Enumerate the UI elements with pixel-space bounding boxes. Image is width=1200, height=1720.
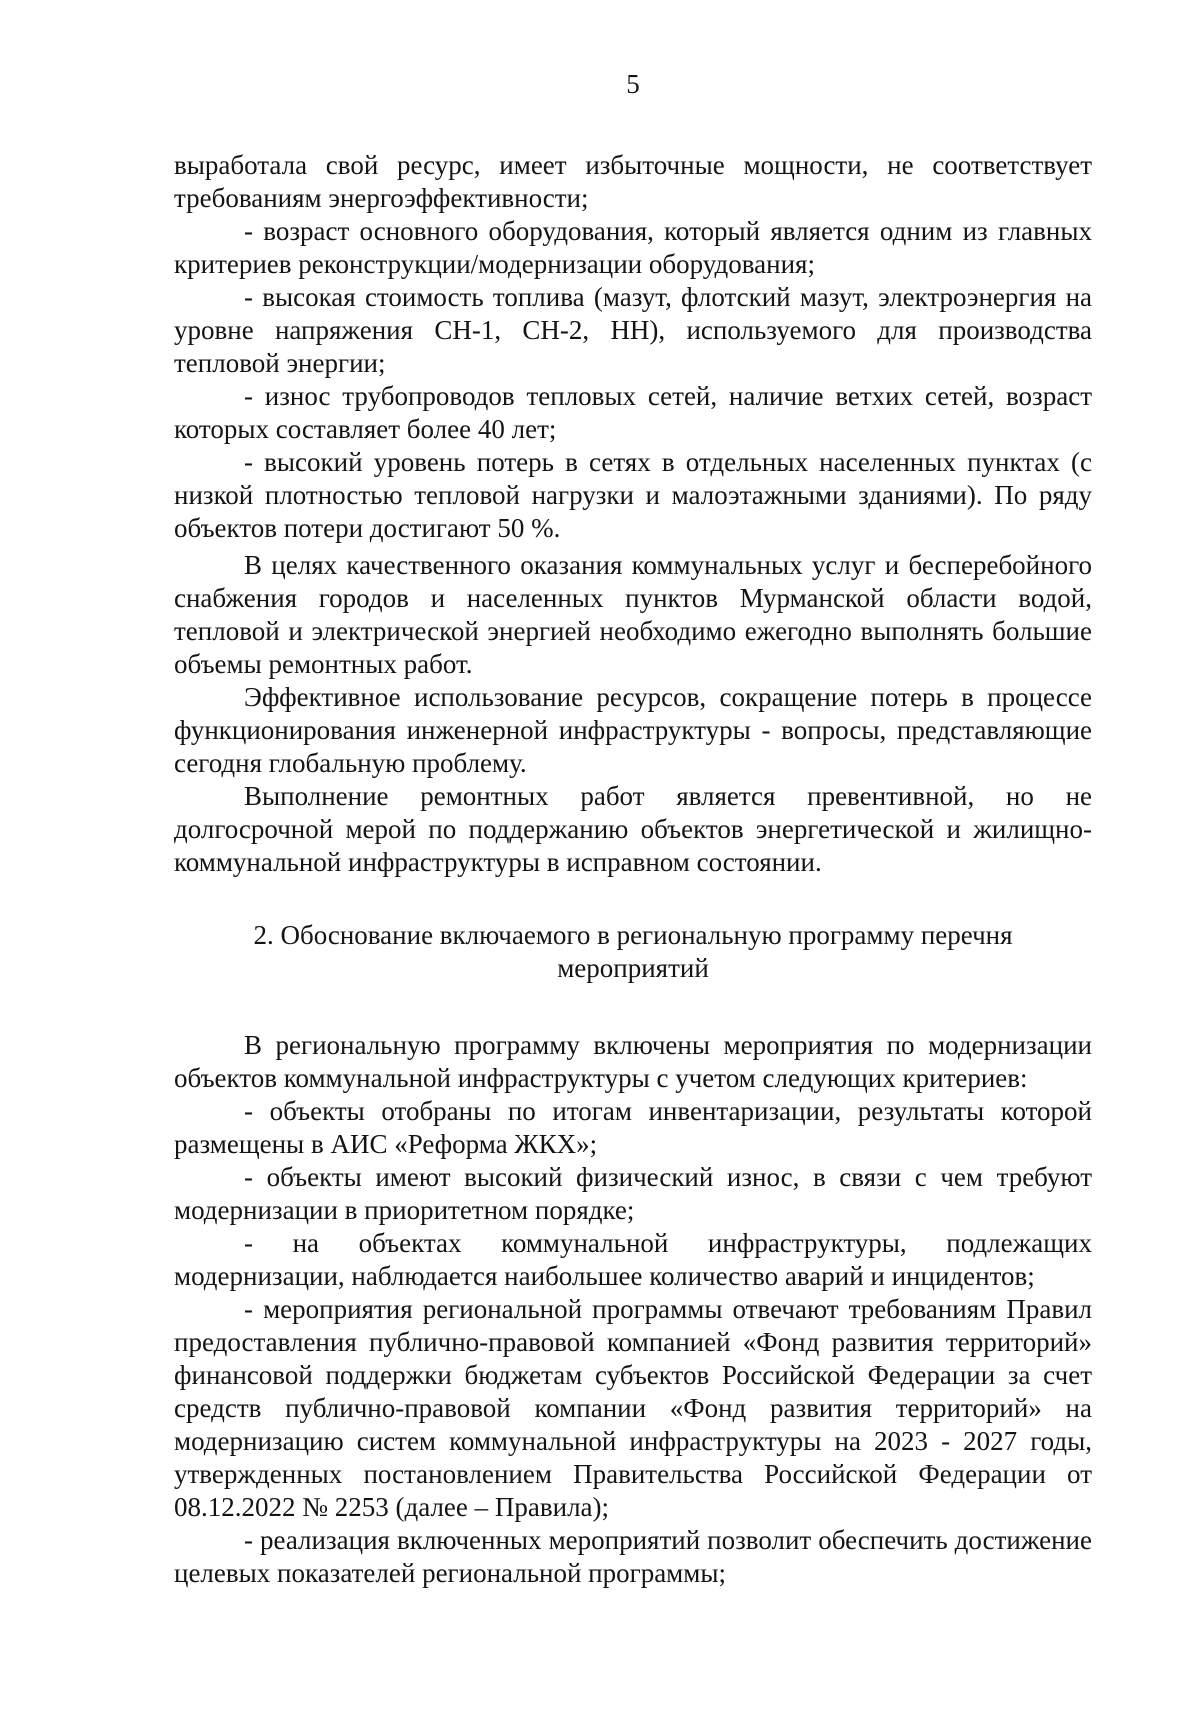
paragraph: - реализация включенных мероприятий позволит обеспечить достижение целевых показателей региональной программы; (174, 1525, 1092, 1588)
paragraph: - мероприятия региональной программы отвечают требованиям Правил предоставления публично-правовой компанией «Фонд развития территорий» финансовой поддержки бюджетам субъектов Российской Федерации за счет средств публично-правовой компании «Фонд развития территорий» на модернизацию систем коммунальной инфраструктуры на 2023 - 2027 годы, утвержденных постановлением Правительства Российской Федерации от 08.12.2022 № 2253 (далее – Правила); (174, 1294, 1092, 1522)
paragraph: В целях качественного оказания коммунальных услуг и бесперебойного снабжения городов и населенных пунктов Мурманской области водой, тепловой и электрической энергией необходимо ежегодно выполнять большие объемы ремонтных работ. (174, 550, 1092, 679)
paragraph: - объекты имеют высокий физический износ, в связи с чем требуют модернизации в приоритетном порядке; (174, 1162, 1092, 1225)
paragraph: - объекты отобраны по итогам инвентаризации, результаты которой размещены в АИС «Реформа ЖКХ»; (174, 1096, 1092, 1159)
paragraph: В региональную программу включены мероприятия по модернизации объектов коммунальной инфраструктуры с учетом следующих критериев: (174, 1030, 1092, 1093)
paragraph: - износ трубопроводов тепловых сетей, наличие ветхих сетей, возраст которых составляет более 40 лет; (174, 381, 1092, 444)
paragraph: Выполнение ремонтных работ является превентивной, но не долгосрочной мерой по поддержанию объектов энергетической и жилищно-коммунальной инфраструктуры в исправном состоянии. (174, 781, 1092, 877)
page-number: 5 (626, 69, 640, 99)
paragraph: - высокий уровень потерь в сетях в отдельных населенных пунктах (с низкой плотностью тепловой нагрузки и малоэтажными зданиями). По ряду объектов потери достигают 50 %. (174, 447, 1092, 543)
section-intro (174, 149, 1092, 879)
paragraph: - возраст основного оборудования, который является одним из главных критериев реконструкции/модернизации оборудования; (174, 216, 1092, 279)
paragraph: выработала свой ресурс, имеет избыточные мощности, не соответствует требованиям энергоэффективности; (174, 150, 1092, 213)
section-heading (174, 919, 1092, 985)
section-criteria (174, 1029, 1092, 1590)
paragraph: - на объектах коммунальной инфраструктуры, подлежащих модернизации, наблюдается наибольшее количество аварий и инцидентов; (174, 1228, 1092, 1291)
paragraph: Эффективное использование ресурсов, сокращение потерь в процессе функционирования инженерной инфраструктуры - вопросы, представляющие сегодня глобальную проблему. (174, 682, 1092, 778)
paragraph: - высокая стоимость топлива (мазут, флотский мазут, электроэнергия на уровне напряжения СН-1, СН-2, НН), используемого для производства тепловой энергии; (174, 282, 1092, 378)
section-heading-line: 2. Обоснование включаемого в региональную программу перечня (253, 920, 1013, 950)
section-heading-line: мероприятий (557, 953, 709, 983)
